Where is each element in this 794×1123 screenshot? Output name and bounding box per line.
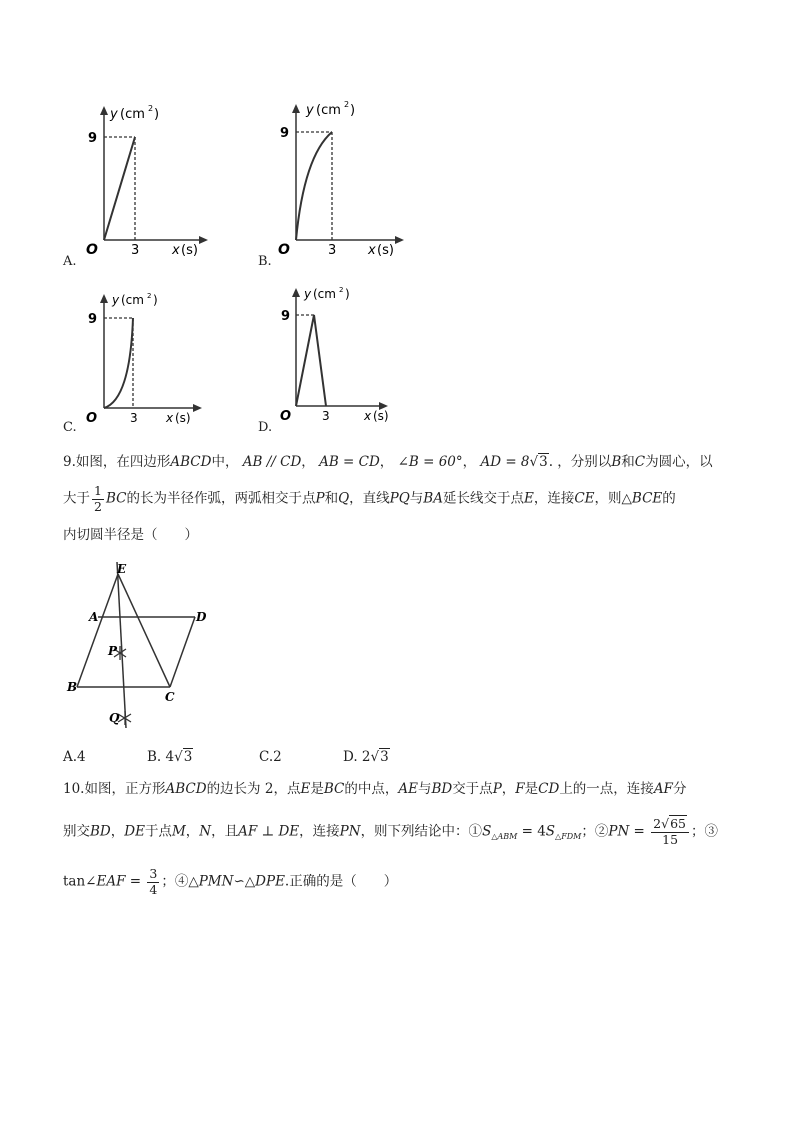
svg-text:2: 2: [148, 104, 154, 113]
svg-text:(cm: (cm: [313, 287, 336, 301]
q10-line-2: 别交BD，DE于点M，N，且AF ⊥ DE，连接PN，则下列结论中：$①S_{\triangle ABM} = 4S_{\triangle FDM}$；②PN = $\frac{2√65}{15}$ ；③: [63, 816, 718, 847]
svg-text:(cm: (cm: [121, 293, 144, 307]
svg-text:3: 3: [131, 243, 140, 258]
svg-text:y: y: [306, 103, 314, 118]
q9-figure: [62, 556, 212, 732]
svg-text:D: D: [196, 610, 207, 624]
q9-option-a[interactable]: A.4: [63, 749, 86, 765]
svg-text:O: O: [278, 242, 290, 258]
svg-text:): ): [350, 103, 356, 118]
svg-text:x: x: [166, 411, 174, 425]
svg-text:3: 3: [322, 409, 330, 423]
svg-text:(cm: (cm: [316, 103, 341, 118]
graph-d: [278, 282, 398, 428]
option-d-label: D.: [258, 420, 273, 435]
svg-text:x: x: [172, 243, 180, 258]
graph-c: [80, 288, 210, 428]
svg-text:A: A: [89, 610, 99, 624]
q10-line-3: tan∠EAF = $\frac{3}{4}$ ；④△PMN∽△DPE.正确的是（ ）: [63, 866, 398, 897]
svg-text:(s): (s): [175, 411, 191, 425]
svg-text:y: y: [304, 287, 312, 301]
svg-text:O: O: [86, 242, 98, 258]
svg-text:2: 2: [147, 292, 152, 300]
svg-text:(s): (s): [181, 243, 198, 258]
graph-b-curve: [296, 132, 332, 240]
q9-option-d[interactable]: D. 2√3: [343, 749, 389, 765]
q9-line-1: 9.如图，在四边形ABCD中， AB // CD， AB = CD， ∠B = 60°， AD = 8√3. ，分别以B和C为圆心，以: [63, 454, 713, 470]
svg-text:9: 9: [281, 309, 291, 324]
pn-fraction: $\frac{2√65}{15}$: [651, 818, 689, 846]
q10-line-1: 10.如图，正方形ABCD的边长为 2，点E是BC的中点，AE与BD交于点P，F是CD上的一点，连接AF分: [63, 781, 687, 797]
svg-text:Q: Q: [109, 711, 120, 725]
q9-option-b[interactable]: B. 4√3: [147, 749, 193, 765]
svg-text:O: O: [280, 409, 292, 424]
svg-text:3: 3: [328, 243, 337, 258]
graph-a: [80, 100, 210, 260]
svg-text:O: O: [86, 411, 98, 426]
svg-text:2: 2: [344, 100, 350, 109]
option-b-label: B.: [258, 254, 272, 269]
svg-text:(s): (s): [377, 243, 394, 258]
svg-text:): ): [153, 293, 158, 307]
svg-text:B: B: [67, 680, 78, 694]
svg-text:): ): [345, 287, 350, 301]
graph-d-curve: [296, 315, 326, 406]
svg-text:E: E: [117, 562, 127, 576]
svg-text:(s): (s): [373, 409, 389, 423]
graph-a-curve: [104, 137, 135, 240]
q9-option-c[interactable]: C.2: [259, 749, 282, 765]
svg-text:y: y: [112, 293, 120, 307]
svg-text:x: x: [368, 243, 376, 258]
svg-text:y: y: [110, 107, 118, 122]
svg-text:): ): [154, 107, 160, 122]
one-half-fraction: $\frac{1}{2}$: [94, 483, 102, 514]
svg-text:x: x: [364, 409, 372, 423]
svg-text:2: 2: [339, 286, 344, 294]
svg-text:9: 9: [280, 126, 290, 141]
graph-c-curve: [104, 318, 133, 408]
svg-text:C: C: [165, 690, 175, 704]
svg-text:9: 9: [88, 131, 98, 146]
graph-b: [272, 96, 407, 260]
q9-line-2: 大于 $\frac{1}{2}$ BC的长为半径作弧，两弧相交于点P和Q，直线PQ与BA延长线交于点E，连接CE，则△BCE的: [63, 483, 676, 514]
svg-text:P: P: [108, 644, 118, 658]
option-a-label: A.: [63, 254, 77, 269]
svg-text:3: 3: [130, 411, 138, 425]
q9-line-3: 内切圆半径是（ ）: [63, 527, 198, 543]
three-quarters-fraction: $\frac{3}{4}$: [149, 866, 158, 897]
svg-text:(cm: (cm: [120, 107, 145, 122]
option-c-label: C.: [63, 420, 77, 435]
svg-text:9: 9: [88, 312, 98, 327]
